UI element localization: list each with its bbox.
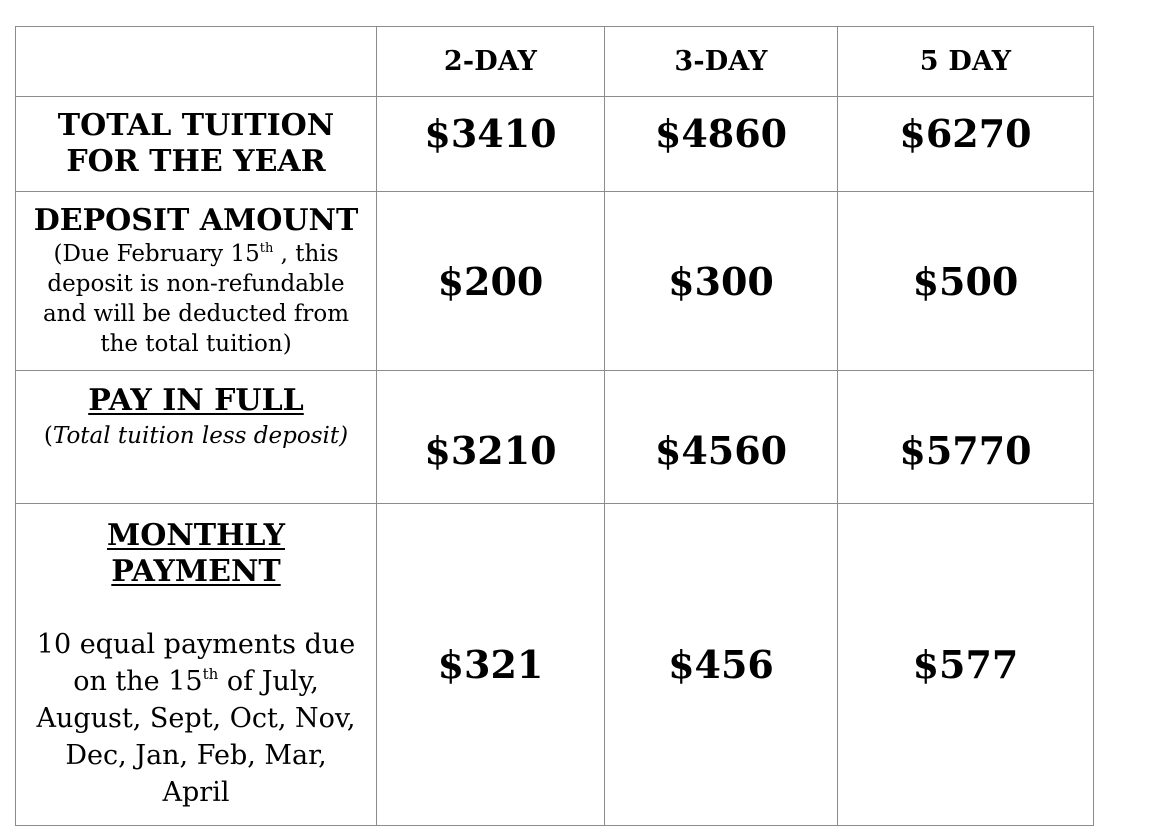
row-label-cell <box>16 371 377 504</box>
total-tuition-2-day: $3410 <box>377 97 605 192</box>
pay-in-full-note: (Total tuition less deposit) <box>43 423 349 449</box>
deposit-3-day: $300 <box>605 192 838 371</box>
table-row-pay-in-full <box>16 371 1094 504</box>
total-tuition-5-day: $6270 <box>838 97 1094 192</box>
deposit-note-line4: the total tuition) <box>100 331 292 357</box>
table-row-total-tuition <box>16 97 1094 192</box>
total-tuition-label-line1: TOTAL TUITION <box>57 108 335 143</box>
deposit-note-line3: and will be deducted from <box>42 301 350 327</box>
header-2-day: 2-DAY <box>377 27 605 97</box>
pay-in-full-5-day: $5770 <box>838 371 1094 504</box>
pay-in-full-3-day: $4560 <box>605 371 838 504</box>
table-row-deposit <box>16 192 1094 371</box>
monthly-note-line4: Dec, Jan, Feb, Mar, <box>65 740 327 771</box>
header-empty-cell <box>16 27 377 97</box>
pay-in-full-label: PAY IN FULL <box>88 383 304 418</box>
tuition-table <box>15 26 1094 826</box>
deposit-note-line1: (Due February 15th , this <box>53 241 339 267</box>
header-row <box>16 27 1094 97</box>
header-5-day: 5 DAY <box>838 27 1094 97</box>
row-label-cell <box>16 97 377 192</box>
monthly-note-line2: on the 15th of July, <box>73 665 319 697</box>
monthly-2-day: $321 <box>377 504 605 826</box>
spacer <box>16 590 376 626</box>
pay-in-full-2-day: $3210 <box>377 371 605 504</box>
header-3-day: 3-DAY <box>605 27 838 97</box>
monthly-label-line2: PAYMENT <box>111 554 281 589</box>
deposit-2-day: $200 <box>377 192 605 371</box>
monthly-note-line1: 10 equal payments due <box>36 629 356 660</box>
total-tuition-3-day: $4860 <box>605 97 838 192</box>
monthly-5-day: $577 <box>838 504 1094 826</box>
monthly-note-line3: August, Sept, Oct, Nov, <box>36 703 356 734</box>
row-label-cell <box>16 192 377 371</box>
total-tuition-label-line2: FOR THE YEAR <box>66 144 326 179</box>
monthly-note-line5: April <box>162 777 230 808</box>
row-label-cell <box>16 504 377 826</box>
deposit-note-line2: deposit is non-refundable <box>47 271 345 297</box>
deposit-5-day: $500 <box>838 192 1094 371</box>
table-row-monthly-payment <box>16 504 1094 826</box>
monthly-label-line1: MONTHLY <box>106 518 286 553</box>
monthly-3-day: $456 <box>605 504 838 826</box>
deposit-label: DEPOSIT AMOUNT <box>33 203 359 238</box>
